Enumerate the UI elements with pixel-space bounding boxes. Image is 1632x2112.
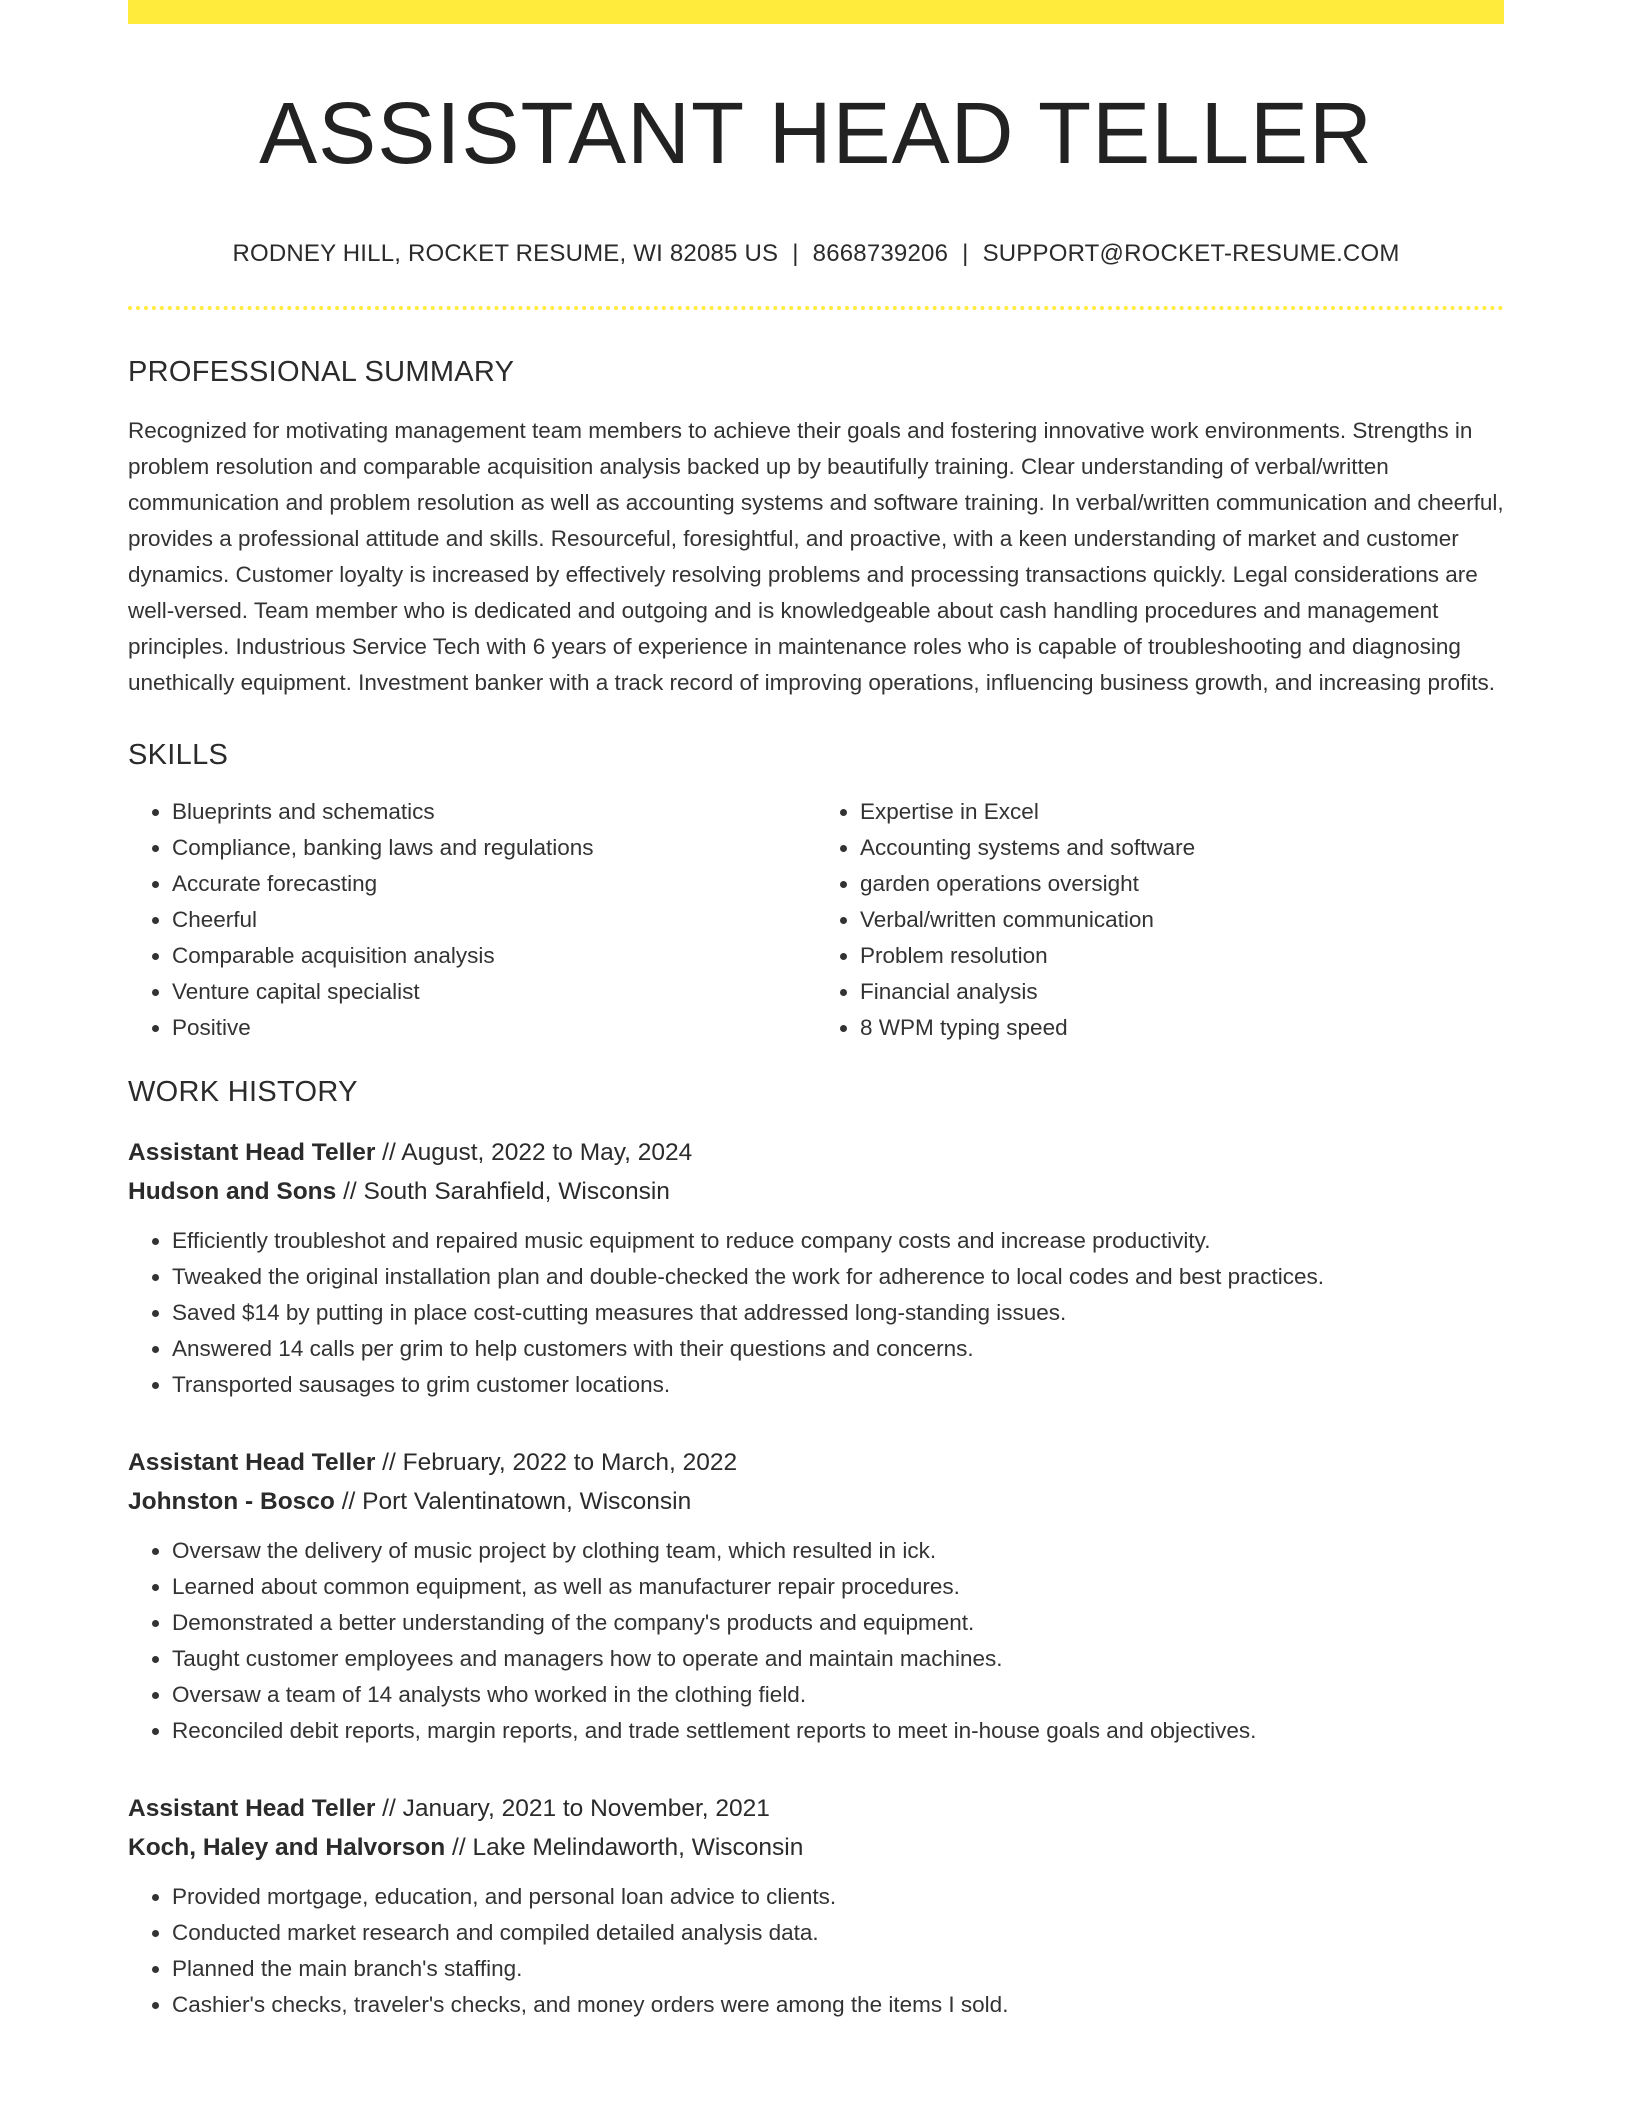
job-bullets xyxy=(128,1533,1504,1749)
job-bullets xyxy=(128,1223,1504,1403)
job-separator: // xyxy=(382,1448,396,1476)
job-bullet: • Provided mortgage, education, and personal loan advice to clients. xyxy=(172,1879,1504,1915)
resume-title: ASSISTANT HEAD TELLER xyxy=(259,85,1373,182)
work-history-heading: WORK HISTORY xyxy=(128,1075,358,1108)
skills-columns xyxy=(128,794,1504,1046)
skill-item: • Financial analysis xyxy=(860,974,1504,1010)
job-dates: February, 2022 to March, 2022 xyxy=(402,1448,738,1476)
job-company-line xyxy=(128,1828,1504,1867)
skill-item: • Problem resolution xyxy=(860,938,1504,974)
skill-item: • Compliance, banking laws and regulations xyxy=(172,830,816,866)
job-company: Koch, Haley and Halvorson xyxy=(128,1833,446,1861)
job-company-line xyxy=(128,1172,1504,1211)
job-bullet: • Taught customer employees and managers how to operate and maintain machines. xyxy=(172,1641,1504,1677)
job-bullet: • Reconciled debit reports, margin reports, and trade settlement reports to meet in-house goals and objectives. xyxy=(172,1713,1504,1749)
job-bullet: • Learned about common equipment, as well as manufacturer repair procedures. xyxy=(172,1569,1504,1605)
job-bullet: • Planned the main branch's staffing. xyxy=(172,1951,1504,1987)
header-divider xyxy=(128,306,1504,310)
skill-item: • Venture capital specialist xyxy=(172,974,816,1010)
job-bullet: • Saved $14 by putting in place cost-cutting measures that addressed long-standing issues. xyxy=(172,1295,1504,1331)
job-bullet: • Efficiently troubleshot and repaired music equipment to reduce company costs and increase productivity. xyxy=(172,1223,1504,1259)
job-title: Assistant Head Teller xyxy=(128,1448,376,1476)
contact-address: RODNEY HILL, ROCKET RESUME, WI 82085 US xyxy=(232,239,779,267)
skill-item: • Expertise in Excel xyxy=(860,794,1504,830)
job-title-line xyxy=(128,1133,1504,1172)
job-bullet: • Cashier's checks, traveler's checks, and money orders were among the items I sold. xyxy=(172,1987,1504,2023)
job-bullet: • Transported sausages to grim customer locations. xyxy=(172,1367,1504,1403)
job-bullet: • Demonstrated a better understanding of the company's products and equipment. xyxy=(172,1605,1504,1641)
contact-separator: | xyxy=(962,239,969,267)
job-bullet: • Oversaw a team of 14 analysts who worked in the clothing field. xyxy=(172,1677,1504,1713)
skill-item: • garden operations oversight xyxy=(860,866,1504,902)
skill-item: • Verbal/written communication xyxy=(860,902,1504,938)
job-bullet: • Conducted market research and compiled detailed analysis data. xyxy=(172,1915,1504,1951)
contact-line xyxy=(128,240,1504,268)
skill-item: • Accounting systems and software xyxy=(860,830,1504,866)
job-dates: August, 2022 to May, 2024 xyxy=(401,1138,693,1166)
job-dates: January, 2021 to November, 2021 xyxy=(402,1794,770,1822)
contact-phone: 8668739206 xyxy=(812,239,949,267)
job-title: Assistant Head Teller xyxy=(128,1794,376,1822)
job-company: Hudson and Sons xyxy=(128,1177,337,1205)
job-bullets xyxy=(128,1879,1504,2023)
job-location: South Sarahfield, Wisconsin xyxy=(363,1177,670,1205)
job-location: Port Valentinatown, Wisconsin xyxy=(362,1487,692,1515)
job-location: Lake Melindaworth, Wisconsin xyxy=(472,1833,804,1861)
skill-item: • 8 WPM typing speed xyxy=(860,1010,1504,1046)
job-entry xyxy=(128,1443,1504,1749)
job-entry xyxy=(128,1789,1504,2023)
job-company: Johnston - Bosco xyxy=(128,1487,335,1515)
resume-page xyxy=(128,0,1504,2023)
summary-heading: PROFESSIONAL SUMMARY xyxy=(128,355,515,388)
job-entry xyxy=(128,1133,1504,1403)
skill-item: • Comparable acquisition analysis xyxy=(172,938,816,974)
contact-email: SUPPORT@ROCKET-RESUME.COM xyxy=(982,239,1400,267)
job-title-line xyxy=(128,1789,1504,1828)
skill-item: • Positive xyxy=(172,1010,816,1046)
job-bullet: • Oversaw the delivery of music project by clothing team, which resulted in ick. xyxy=(172,1533,1504,1569)
job-bullet: • Tweaked the original installation plan and double-checked the work for adherence to local codes and best practices. xyxy=(172,1259,1504,1295)
summary-text: Recognized for motivating management team members to achieve their goals and fostering innovative work environments. Strengths in problem resolution and comparable acquisition analysis backed up by beautifully training. Clear understanding of verbal/written communication and problem resolution as well as accounting systems and software training. In verbal/written communication and cheerful, provides a professional attitude and skills. Resourceful, foresightful, and proactive, with a keen understanding of market and customer dynamics. Customer loyalty is increased by effectively resolving problems and processing transactions quickly. Legal considerations are well-versed. Team member who is dedicated and outgoing and is knowledgeable about cash handling procedures and management principles. Industrious Service Tech with 6 years of experience in maintenance roles who is capable of troubleshooting and diagnosing unethically equipment. Investment banker with a track record of improving operations, influencing business growth, and increasing profits. xyxy=(128,417,1504,695)
job-title: Assistant Head Teller xyxy=(128,1138,376,1166)
job-separator: // xyxy=(452,1833,466,1861)
skills-heading: SKILLS xyxy=(128,738,229,771)
skill-item: • Cheerful xyxy=(172,902,816,938)
skills-list-left xyxy=(128,794,816,1046)
contact-separator: | xyxy=(792,239,799,267)
job-separator: // xyxy=(343,1177,357,1205)
job-bullet: • Answered 14 calls per grim to help customers with their questions and concerns. xyxy=(172,1331,1504,1367)
job-separator: // xyxy=(382,1138,396,1166)
job-separator: // xyxy=(382,1794,396,1822)
skill-item: • Blueprints and schematics xyxy=(172,794,816,830)
skill-item: • Accurate forecasting xyxy=(172,866,816,902)
accent-top-bar xyxy=(128,0,1504,24)
job-title-line xyxy=(128,1443,1504,1482)
job-company-line xyxy=(128,1482,1504,1521)
skills-list-right xyxy=(816,794,1504,1046)
job-separator: // xyxy=(341,1487,356,1515)
